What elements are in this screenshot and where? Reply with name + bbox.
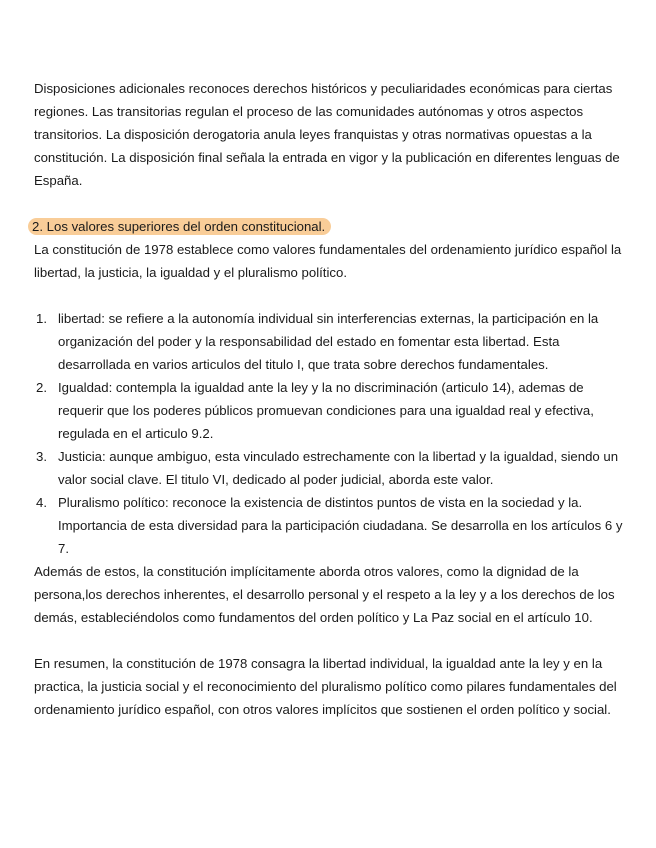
intro-paragraph: Disposiciones adicionales reconoces derechos históricos y peculiaridades económicas para ciertas regiones. Las transitorias regulan el proceso de las comunidades autónomas y otros aspectos transitorios. La disposición derogatoria anula leyes franquistas y otras normativas opuestas a la constitución. La disposición final señala la entrada en vigor y la publicación en diferentes lenguas de España. <box>34 81 620 188</box>
list-item <box>34 445 630 491</box>
list-item <box>34 376 630 445</box>
list-item <box>34 307 630 376</box>
list-item-number: 2. <box>36 380 47 395</box>
list-item-text: Justicia: aunque ambiguo, esta vinculado estrechamente con la libertad y la igualdad, siendo un valor social clave. El titulo VI, dedicado al poder judicial, aborda este valor. <box>58 449 619 487</box>
list-item-number: 3. <box>36 449 47 464</box>
list-item-text: libertad: se refiere a la autonomía individual sin interferencias externas, la participación en la organización del poder y la responsabilidad del estado en fomentar esta libertad. Esta desarrollada en varios articulos del titulo I, que trata sobre derechos fundamentales. <box>58 311 599 372</box>
list-item-number: 1. <box>36 311 47 326</box>
list-item-number: 4. <box>36 495 47 510</box>
list-item-text: Pluralismo político: reconoce la existencia de distintos puntos de vista en la sociedad y la. Importancia de esta diversidad para la participación ciudadana. Se desarrolla en los artículos 6 y 7. <box>58 495 623 556</box>
list-item <box>34 491 630 560</box>
summary-paragraph: En resumen, la constitución de 1978 consagra la libertad individual, la igualdad ante la ley y en la practica, la justicia social y el reconocimiento del pluralismo político como pilares fundamentales del ordenamiento jurídico español, con otros valores implícitos que sostienen el orden político y social. <box>34 656 617 717</box>
other-values-paragraph: Además de estos, la constitución implícitamente aborda otros valores, como la dignidad de la persona,los derechos inherentes, el desarrollo personal y el respeto a la ley y a los derechos de los demás, estableciéndolos como fundamentos del orden político y La Paz social en el artículo 10. <box>34 564 615 625</box>
list-item-text: Igualdad: contempla la igualdad ante la ley y la no discriminación (articulo 14), ademas de requerir que los poderes públicos promuevan condiciones para una igualdad real y efectiva, regulada en el articulo 9.2. <box>58 380 594 441</box>
section-heading-line <box>34 215 630 238</box>
document-body <box>34 77 630 721</box>
section-intro-paragraph: La constitución de 1978 establece como valores fundamentales del ordenamiento jurídico español la libertad, la justicia, la igualdad y el pluralismo político. <box>34 242 622 280</box>
section-heading: 2. Los valores superiores del orden constitucional. <box>28 218 331 235</box>
values-list <box>34 307 630 560</box>
